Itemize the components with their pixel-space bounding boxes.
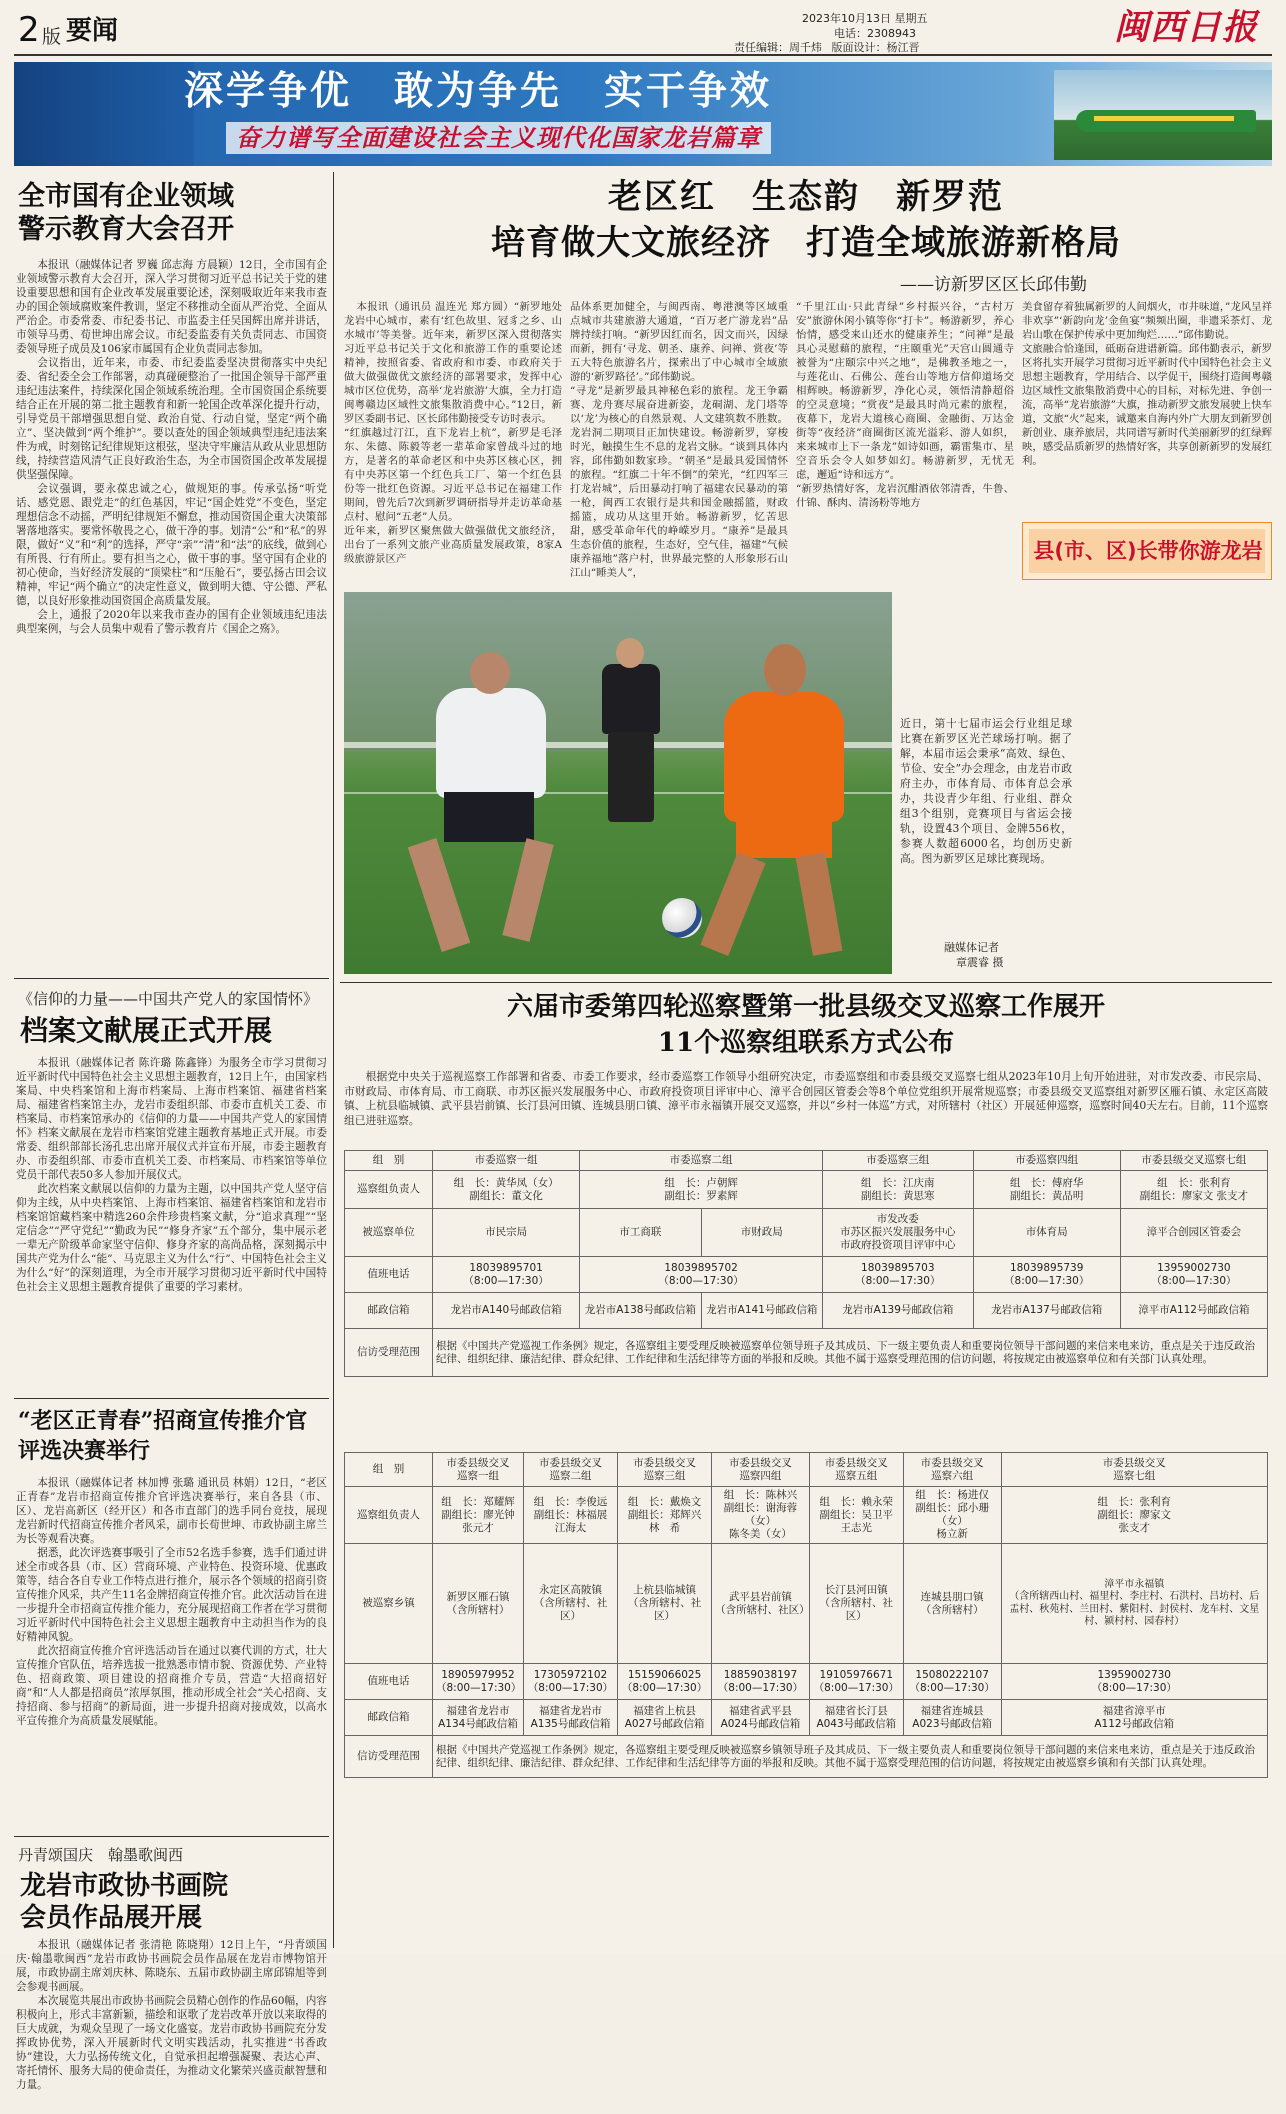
section-title: 要闻 bbox=[66, 16, 119, 46]
staff-line bbox=[734, 39, 920, 55]
photo-caption: 近日，第十七届市运会行业组足球比赛在新罗区光芒球场打响。据了解，本届市运会秉承“高效、绿色、节俭、安全”办会理念，由龙岩市政府主办，市体育局、市体育总会承办，共设青少年组、行业组、群众组3个组别，竞赛项目与省运会接轨，设置43个项目、金牌556枚，参赛人数超6000名，均创历史新高。图为新罗区足球比赛现场。 bbox=[900, 717, 1072, 865]
inspection-table-1 bbox=[344, 1150, 1268, 1377]
slogan-banner bbox=[14, 62, 1272, 166]
article3-body: 本报讯（融媒体记者 林加博 张璐 通讯员 林娟）12日，“老区正青春”龙岩市招商宣传推介官评选决赛举行，来自各县（市、区）、龙岩高新区（经开区）和各市直部门的选手同台竞技，展现龙岩新时代招商宣传推介者风采，副市长荀世坤、市政协副主席兰为长等观看决赛。 据悉，此次评选赛事吸引了全市52名选手参赛，选手们通过讲述全市或各县（市、区）营商环境、产业特色、投资环境、优惠政策等，结合各自专业工作特点进行推介，展示各个领域的招商引资宣传推介风采，共产生11名金牌招商宣传推介官。此次活动旨在进一步提升全市招商宣传推介能力，充分展现招商工作者在学习贯彻习近平新时代中国特色社会主义思想主题教育中主动担当作为的良好精神风貌。 此次招商宣传推介官评选活动旨在通过以赛代训的方式，壮大宣传推介官队伍，培养选拔一批熟悉市情市貌、资源优势、产业特色、招商政策、项目建设的招商推介专员，营造“大招商招好商”和“人人都是招商员”浓厚氛围，推动形成全社会“关心招商、支持招商、参与招商”的新局面，进一步提升招商对接成效，以高水平宣传推介为高质量发展赋能。 bbox=[16, 1477, 327, 1727]
table2-scope-row: 信访受理范围 根据《中国共产党巡视工作条例》规定，各巡察组主要受理反映被巡察乡镇领导班子及其成员、下一级主要负责人和重要岗位领导干部问题的来信来电来访，重点是关于违反政治纪律、组织纪律、廉洁纪律、群众纪律、工作纪律和生活纪律等方面的举报和反映。其他不属于巡察受理范围的信访问题，将按规定由被巡察乡镇和有关部门认真处理。 bbox=[345, 1736, 1268, 1778]
article1-body: 本报讯（融媒体记者 罗巍 邱志海 方晨颖）12日，全市国有企业领域警示教育大会召开，深入学习贯彻习近平总书记关于党的建设重要思想和国有企业改革发展重要论述，深刻吸取近年来我市查办的国企领域腐败案件教训，坚定不移推动全面从严治党、全面从严治企。市委常委、市纪委书记、市监委主任吴国辉出席并讲话，市领导马勇、荀世坤出席会议。市纪委监委有关负责同志、市国资委领导班子成员及106家市属国有企业负责同志参加。 会议指出，近年来，市委、市纪委监委坚决贯彻落实中央纪委、省纪委全会工作部署，动真碰硬整治了一批国企领导干部严重违纪违法案件，持续深化国企领域系统治理。全市国资国企系统要结合正在开展的第二批主题教育和新一轮国企改革深化提升行动，引导党员干部增强思想自觉、政治自觉、行动自觉，坚定“两个确立”、坚决做到“两个维护”。要以查处的国企领域典型违纪违法案件为戒，时刻铭记纪律规矩这根弦，坚决守牢廉洁从政从业思想防线，持续营造风清气正良好政治生态，为全市国资国企改革发展提供坚强保障。 会议强调，要永葆忠诚之心，做规矩的事。传承弘扬“听党话、感党恩、跟党走”的红色基因，牢记“国企姓党”不变色，坚定理想信念不动摇，严明纪律规矩不懈怠，推动国资国企重大决策部署落地落实。要常怀敬畏之心，做干净的事。划清“公”和“私”的界限，做好“义”和“利”的选择，严守“亲”“清”和“法”的底线，做到心有所畏、行有所止。要有担当之心，做干事的事。坚守国有企业的初心使命，当好经济发展的“顶梁柱”和“压舱石”，要弘扬古田会议精神，牢记“两个确立”的决定性意义，做到明大德、守公德、严私德，以良好形象推动国资国企高质量发展。 会上，通报了2020年以来我市查办的国有企业领域违纪违法典型案例，与会人员集中观看了警示教育片《国企之殇》。 bbox=[16, 259, 327, 635]
inspection-title-line2: 11个巡察组联系方式公布 bbox=[657, 1028, 955, 1058]
table1-leader-row: 巡察组负责人 组 长：黄华凤（女） 副组长：董文化 组 长：卢朝辉 副组长：罗素辉 组 长：江庆南 副组长：黄思寒 组 长：傅府华 副组长：黄品明 组 长：张利育 副组长：廖家文 张支才 bbox=[345, 1171, 1268, 1209]
date: 2023年10月13日 bbox=[802, 12, 891, 25]
referee-figure bbox=[602, 664, 660, 734]
inspection-title-line1: 六届市委第四轮巡察暨第一批县级交叉巡察工作展开 bbox=[506, 992, 1105, 1022]
page-unit: 版 bbox=[42, 26, 62, 48]
table1-scope-row: 信访受理范围 根据《中国共产党巡视工作条例》规定，各巡察组主要受理反映被巡察单位领导班子及其成员、下一级主要负责人和重要岗位领导干部问题的来信来电来访，重点是关于违反政治纪律、组织纪律、廉洁纪律、群众纪律、工作纪律和生活纪律等方面的举报和反映。其他不属于巡察受理范围的信访问题，将按规定由被巡察单位和有关部门认真处理。 bbox=[345, 1329, 1268, 1377]
masthead-rule bbox=[14, 54, 1272, 56]
table1-mail-row: 邮政信箱 龙岩市A140号邮政信箱 龙岩市A138号邮政信箱 龙岩市A141号邮政信箱 龙岩市A139号邮政信箱 龙岩市A137号邮政信箱 漳平市A112号邮政信箱 bbox=[345, 1293, 1268, 1329]
table2-mail-row: 邮政信箱 福建省龙岩市 A134号邮政信箱 福建省龙岩市 A135号邮政信箱 福建省上杭县 A027号邮政信箱 福建省武平县 A024号邮政信箱 福建省长汀县 A043号邮政信箱 福建省连城县 A023号邮政信箱 福建省漳平市 A112号邮政信箱 bbox=[345, 1700, 1268, 1736]
interview-title-line1: 老区红 生态韵 新罗范 bbox=[608, 177, 1004, 217]
column-tag-label: 县(市、区)长带你游龙岩 bbox=[1033, 539, 1263, 563]
inspection-table-2 bbox=[344, 1452, 1268, 1778]
train-icon bbox=[1076, 110, 1256, 132]
banner-slogan-main: 深学争优 敢为争先 实干争效 bbox=[184, 69, 773, 114]
left-column bbox=[14, 172, 329, 2091]
column-tag bbox=[1022, 522, 1272, 580]
photo-credit: 融媒体记者 章震睿 摄 bbox=[944, 941, 1004, 969]
table2-town-row: 被巡察乡镇 新罗区雁石镇 （含所辖村） 永定区高陂镇 （含所辖村、社区） 上杭县临城镇 （含所辖村、社区） 武平县岩前镇 （含所辖村、社区） 长汀县河田镇 （含所辖村、社区） 连城县朋口镇 （含所辖村） 漳平市永福镇 （含所辖西山村、福里村、李庄村、石洪村、吕坊村、后盂村、秋苑村、兰田村、紫阳村、封侯村、龙车村、文星村、颍村村、园春村） bbox=[345, 1544, 1268, 1664]
article2-title: 档案文献展正式开展 bbox=[20, 1014, 273, 1047]
table1-unit-row: 被巡察单位 市民宗局 市工商联 市财政局 市发改委 市苏区振兴发展服务中心 市政府投资项目评审中心 市体育局 漳平合创园区管委会 bbox=[345, 1209, 1268, 1257]
interview-headline bbox=[340, 172, 1272, 295]
column-divider bbox=[333, 172, 334, 1948]
interview-col-1: 本报讯（通讯员 温连光 郑方圆）“新罗地处龙岩中心城市，素有‘红色故里、冠豸之乡、山水城市’等美誉。近年来，新罗区深入贯彻落实习近平总书记关于文化和旅游工作的重要论述精神，按照省委、省政府和市委、市政府关于做大做强做优文旅经济的部署要求，发挥中心城市区位优势，高举‘龙岩旅游’大旗，全力打造闽粤赣边区域性文旅集散消费中心。”12日，新罗区委副书记、区长邱伟勤接受专访时表示。 “红旗越过汀江，直下龙岩上杭”，新罗是毛泽东、朱德、陈毅等老一辈革命家曾战斗过的地方，是著名的革命老区和中央苏区核心区，拥有中央苏区第一个红色兵工厂、第一个红色县份等一批红色资源。习近平总书记在福建工作期间，曾先后7次到新罗调研指导并走访革命基点村、慰问“五老”人员。 近年来，新罗区聚焦做大做强做优文旅经济，出台了一系列文旅产业高质量发展政策，8家A级旅游景区产 bbox=[344, 301, 562, 565]
football-photo bbox=[344, 592, 892, 974]
white-jersey-player bbox=[436, 688, 546, 798]
interview-col-4: 美食留存着独属新罗的人间烟火，市井味道，”龙风呈祥非欢享”‘新韵向龙’金鱼宴”频频出圈，非遗采茶灯、龙岩山歌在保护传承中更加绚烂……”邱伟勤说。 文旅融合恰逢国，砥砺奋进谱新篇。邱伟勤表示，新罗区将扎实开展学习贯彻习近平新时代中国特色社会主义思想主题教育，学用结合、以学促干，围绕打造闽粤赣边区域性文旅集散消费中心的目标，对标先进、争创一流，高举“龙岩旅游”大旗，推动新罗文旅发展驶上快车道，文旅“火”起来，诚邀来自海内外广大朋友到新罗创新创业、康养旅居，共同谱写新时代美丽新罗的红绿辉映，感受品质新罗的热情好客，共享创新新罗的发展红利。 bbox=[1022, 301, 1272, 467]
phone: 电话：2308943 bbox=[834, 27, 916, 40]
designer: 版面设计：杨江晋 bbox=[831, 41, 920, 54]
table1-group-row: 组 别 市委巡察一组 市委巡察二组 市委巡察三组 市委巡察四组 市委县级交叉巡察七组 bbox=[345, 1151, 1268, 1171]
inspection-intro: 根据党中央关于巡视巡察工作部署和省委、市委工作要求，经市委巡察工作领导小组研究决定，市委巡察组和市委县级交叉巡察七组从2023年10月上旬开始进驻，对市发改委、市民宗局、市财政局、市体育局、市工商联、市苏区振兴发展服务中心、市政府投资项目评审中心、漳平合创园区管委会等8个单位党组织开展常规巡察；市委县级交叉巡察组对新罗区雁石镇、永定区高陂镇、上杭县临城镇、武平县岩前镇、长汀县河田镇、连城县朋口镇、漳平市永福镇开展交叉巡察，并以“乡村一体巡”方式，对所辖村（社区）开展延伸巡察，巡察时间40天左右。目前，11个巡察组已进驻巡察。 bbox=[344, 1070, 1268, 1127]
table2-phone-row: 值班电话 18905979952 （8:00—17:30） 17305972102 （8:00—17:30） 15159066025 （8:00—17:30） 18859038197 （8:00—17:30） 19105976671 （8:00—17:30） 15080222107 （8:00—17:30） 13959002730 （8:00—17:30） bbox=[345, 1664, 1268, 1700]
weekday: 星期五 bbox=[894, 12, 928, 25]
masthead bbox=[14, 8, 1272, 52]
interview-subtitle: ——访新罗区区长邱伟勤 bbox=[900, 275, 1087, 295]
date-line bbox=[802, 10, 928, 26]
train-illustration bbox=[1054, 70, 1272, 160]
article2-kicker: 《信仰的力量——中国共产党人的家国情怀》 bbox=[18, 990, 319, 1008]
table2-leader-row: 巡察组负责人 组 长：郑耀辉 副组长：廖光钟 张元才 组 长：李俊远 副组长：林福展 江海太 组 长：戴焕文 副组长：郑辉兴 林 希 组 长：陈林兴 副组长：谢海蓉（女） 陈冬美（女） 组 长：赖永荣 副组长：吴卫平 王志光 组 长：杨进仅 副组长：邱小珊（女） 杨立新 组 长：张利育 副组长：廖家文 张支才 bbox=[345, 1487, 1268, 1544]
table2-group-row: 组 别 市委县级交叉 巡察一组 市委县级交叉 巡察二组 市委县级交叉 巡察三组 市委县级交叉 巡察四组 市委县级交叉 巡察五组 市委县级交叉 巡察六组 市委县级交叉 巡察七组 bbox=[345, 1453, 1268, 1487]
interview-col-2: 品体系更加健全，与闽西南、粤港澳等区域重点城市共建旅游大通道，“百万老广游龙岩”品牌持续打响。“新罗因红而名，因文而兴，因绿而新，拥有‘寻龙、朝圣、康养、问禅、赏夜’等五大特色旅游名片，探索出了中心城市全域旅游的‘新罗路径’。”邱伟勤说。 “寻龙”是新罗最具神秘色彩的旅程。龙王争霸赛、龙舟赛尽展奋进新姿，龙硐湖、龙门塔等以‘龙’为核心的自然景观、人文建筑数不胜数。龙岩洞二期项目正加快建设。畅游新罗，穿梭时光，触摸生生不息的龙岩文脉。“谈到具体内容，邱伟勤如数家珍。“朝圣”是最具爱国情怀的旅程。“红旗二十年不倒”的荣光，“红四军三打龙岩城”，后田暴动打响了福建农民暴动的第一枪，闽西工农银行是共和国金融摇篮，财政摇篮，成功从这里开始。畅游新罗，忆苦思甜，感受革命年代的峥嵘岁月。“康养”是最具生态价值的旅程，生态好，空气佳，福建“气候康养福地”落户村，世界最完整的人形象形石山江山“睡美人”， bbox=[570, 301, 788, 579]
editor: 责任编辑：周千炜 bbox=[734, 41, 822, 54]
orange-jersey-player bbox=[724, 692, 844, 822]
newspaper-logo: 闽西日报 bbox=[1114, 7, 1259, 48]
banner-slogan-sub: 奋力谱写全面建设社会主义现代化国家龙岩篇章 bbox=[226, 122, 771, 154]
article2-body: 本报讯（融媒体记者 陈许璐 陈鑫锋）为服务全市学习贯彻习近平新时代中国特色社会主义思想主题教育，12日上午，由国家档案局、中央档案馆和上海市档案局、上海市档案馆、福建省档案局、福建省档案馆主办，龙岩市委组织部、市委市直机关工委、市档案局、市档案馆承办的《信仰的力量——中国共产党人的家国情怀》档案文献展在龙岩市档案馆党建主题教育基地正式开展。市委常委、组织部部长汤孔忠出席开展仪式并宣布开展，市委主题教育办、市委组织部、市委市直机关工委、市档案局、市档案馆等单位党员干部代表50多人参加开展仪式。 此次档案文献展以信仰的力量为主题，以中国共产党人坚守信仰为主线，从中央档案馆、上海市档案馆、福建省档案馆和龙岩市档案馆馆藏档案中精选260余件珍贵档案文献，分“追求真理”“坚定信念”“严守党纪”“勤政为民”“修身齐家”五个部分，集中展示老一辈无产阶级革命家坚守信仰、修身齐家的高尚品格，深刻揭示中国共产党为什么“能”、马克思主义为什么“行”、中国特色社会主义为什么“好”的深刻道理，为全市开展学习贯彻习近平新时代中国特色社会主义思想主题教育提供了重要的学习素材。 bbox=[16, 1057, 327, 1293]
table1-phone-row: 值班电话 18039895701 （8:00—17:30） 18039895702 （8:00—17:30） 18039895703 （8:00—17:30） 18039895739 （8:00—17:30） 13959002730 （8:00—17:30） bbox=[345, 1257, 1268, 1293]
interview-col-3: “千里江山·只此青绿”乡村振兴谷，“古村万安”旅游休闲小镇等你“打卡”。畅游新罗，养心怡情，感受来山还水的健康养生；“问禅”是最具心灵慰藉的旅程，“庄颐重光”天宫山圆通寺被誉为“庄颐宗中兴之地”，是佛教圣地之一，与莲花山、石佛公、莲台山等地方信仰道场交相辉映。畅游新罗，净化心灵，领悟清静超俗的空灵意境；“赏夜”是最具时尚元素的旅程，夜幕下，龙岩大道核心商圈、金融街、万达金街等“夜经济”商圈街区流光溢彩、游人如织，来来城市上下一条龙”如诗如画，霸雷集市、星空音乐会令人如梦如幻。畅游新罗，无忧无虑，邂逅“诗和远方”。 “新罗热情好客，龙岩沉酣酒依邻清香，牛鲁、什锦、酥肉、清汤粉等地方 bbox=[796, 301, 1014, 509]
article4-title: 龙岩市政协书画院 会员作品展开展 bbox=[20, 1871, 229, 1933]
article4-kicker: 丹青颂国庆 翰墨歌闽西 bbox=[18, 1846, 184, 1864]
football-icon bbox=[662, 898, 702, 938]
page-number: 2 bbox=[18, 10, 40, 50]
article4-body: 本报讯（融媒体记者 张清艳 陈晓翔）12日上午，“丹青颂国庆·翰墨歌闽西”龙岩市政协书画院会员作品展在龙岩市博物馆开展，市政协副主席刘庆林、陈晓东、五届市政协副主席邱锦旭等到会参观书画展。 本次展览共展出市政协书画院会员精心创作的作品60幅，内容积极向上，形式丰富新颖，描绘和讴歌了龙岩改革开放以来取得的巨大成就，为观众呈现了一场文化盛宴。龙岩市政协书画院充分发挥政协优势，深入开展新时代文明实践活动，扎实推进“书香政协”建设，大力弘扬传统文化，自觉承担起增强凝聚、表达心声、寄托情怀、服务大局的使命责任，为推动文化繁荣兴盛贡献智慧和力量。 bbox=[16, 1939, 327, 2091]
article3-title: “老区正青春”招商宣传推介官 评选决赛举行 bbox=[18, 1408, 308, 1464]
interview-title-line2: 培育做大文旅经济 打造全域旅游新格局 bbox=[491, 223, 1121, 263]
article1-title: 全市国有企业领域 警示教育大会召开 bbox=[18, 181, 234, 245]
